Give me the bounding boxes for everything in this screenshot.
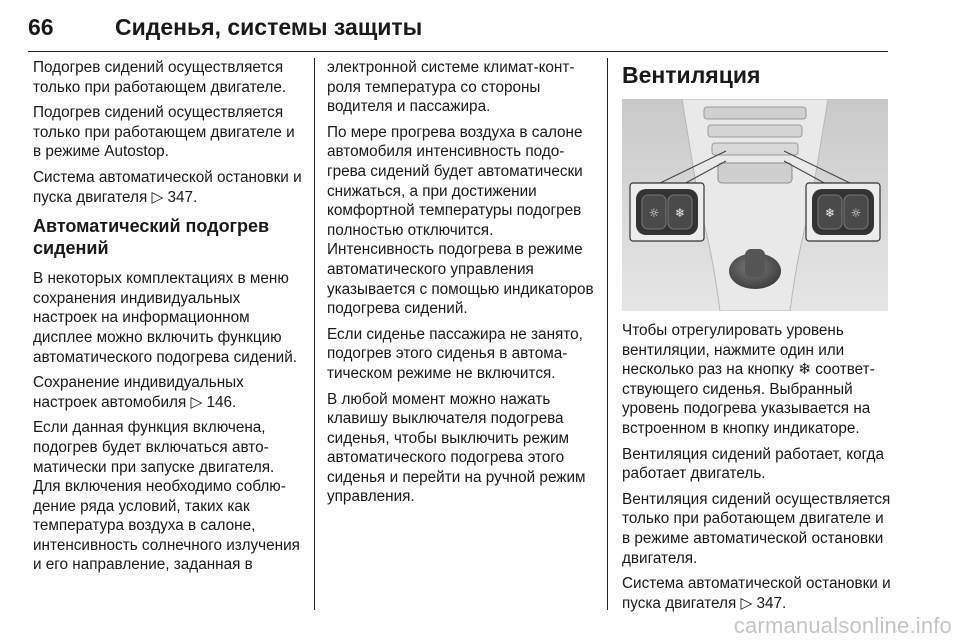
svg-text:❄: ❄	[674, 206, 686, 220]
svg-text:☼: ☼	[648, 206, 660, 220]
paragraph: В некоторых комплектациях в меню сохранения индивидуальных настроек на информационном дисплее можно включить функцию автоматического подогрева сидений.	[33, 270, 297, 366]
seat-ventilation-controls-illustration	[622, 99, 888, 311]
column-divider	[314, 58, 315, 610]
paragraph: Вентиляция сидений осуществляется только при работающем двигателе и в режиме автоматической остановки двигателя.	[622, 490, 891, 567]
paragraph: Система автоматической остановки и пуска двигателя ▷ 347.	[622, 575, 891, 612]
section-heading: Вентиляция	[622, 62, 761, 88]
page-header	[28, 14, 888, 54]
section-heading: Автоматический подогрев сидений	[33, 216, 270, 259]
paragraph: Подогрев сидений осуществляется только при работающем двигателе и в режиме Autostop.	[33, 104, 295, 161]
paragraph: Чтобы отрегулировать уровень вентиляции, нажмите один или несколько раз на кнопку ❄ соответствующего сиденья. Выбранный уровень подогрева указывается на встроенном в кнопку индикаторе.	[622, 322, 875, 437]
column-right	[622, 58, 892, 619]
page-number: 66	[28, 14, 54, 40]
paragraph: Вентиляция сидений работает, когда работает двигатель.	[622, 445, 884, 483]
paragraph: электронной системе климат-контроля температура со стороны водителя и пассажира.	[327, 59, 575, 116]
header-divider	[28, 51, 888, 52]
paragraph: Если сиденье пассажира не занято, подогрев этого сиденья в автоматическом режиме не включится.	[327, 325, 583, 382]
svg-text:❄: ❄	[824, 206, 836, 220]
paragraph: Сохранение индивидуальных настроек автомобиля ▷ 146.	[33, 374, 244, 411]
paragraph: В любой момент можно нажать клавишу выключателя подогрева сиденья, чтобы выключить режим автоматического подогрева этого сиденья и перейти на ручной режим управления.	[327, 390, 586, 506]
column-divider	[607, 58, 608, 610]
paragraph: Система автоматической остановки и пуска двигателя ▷ 347.	[33, 168, 302, 206]
column-middle	[327, 58, 597, 513]
paragraph: Подогрев сидений осуществляется только при работающем двигателе.	[33, 59, 287, 96]
paragraph: Если данная функция включена, подогрев будет включаться автоматически при запуске двигателя. Для включения необходимо соблюдение ряда условий, таких как температура воздуха в салоне, интенсивность солнечного излучения и его направление, заданная в	[33, 419, 300, 574]
column-left	[33, 58, 305, 581]
svg-text:☼: ☼	[850, 206, 862, 220]
paragraph: По мере прогрева воздуха в салоне автомобиля интенсивность подогрева сидений будет автоматически снижаться, а при достижении комфортной температуры подогрев полностью отключится. Интенсивность подогрева в режиме автоматического управления указывается с помощью индикаторов подогрева сидений.	[327, 123, 594, 318]
watermark: carmanualsonline.info	[733, 613, 952, 638]
chapter-title: Сиденья, системы защиты	[115, 14, 423, 40]
